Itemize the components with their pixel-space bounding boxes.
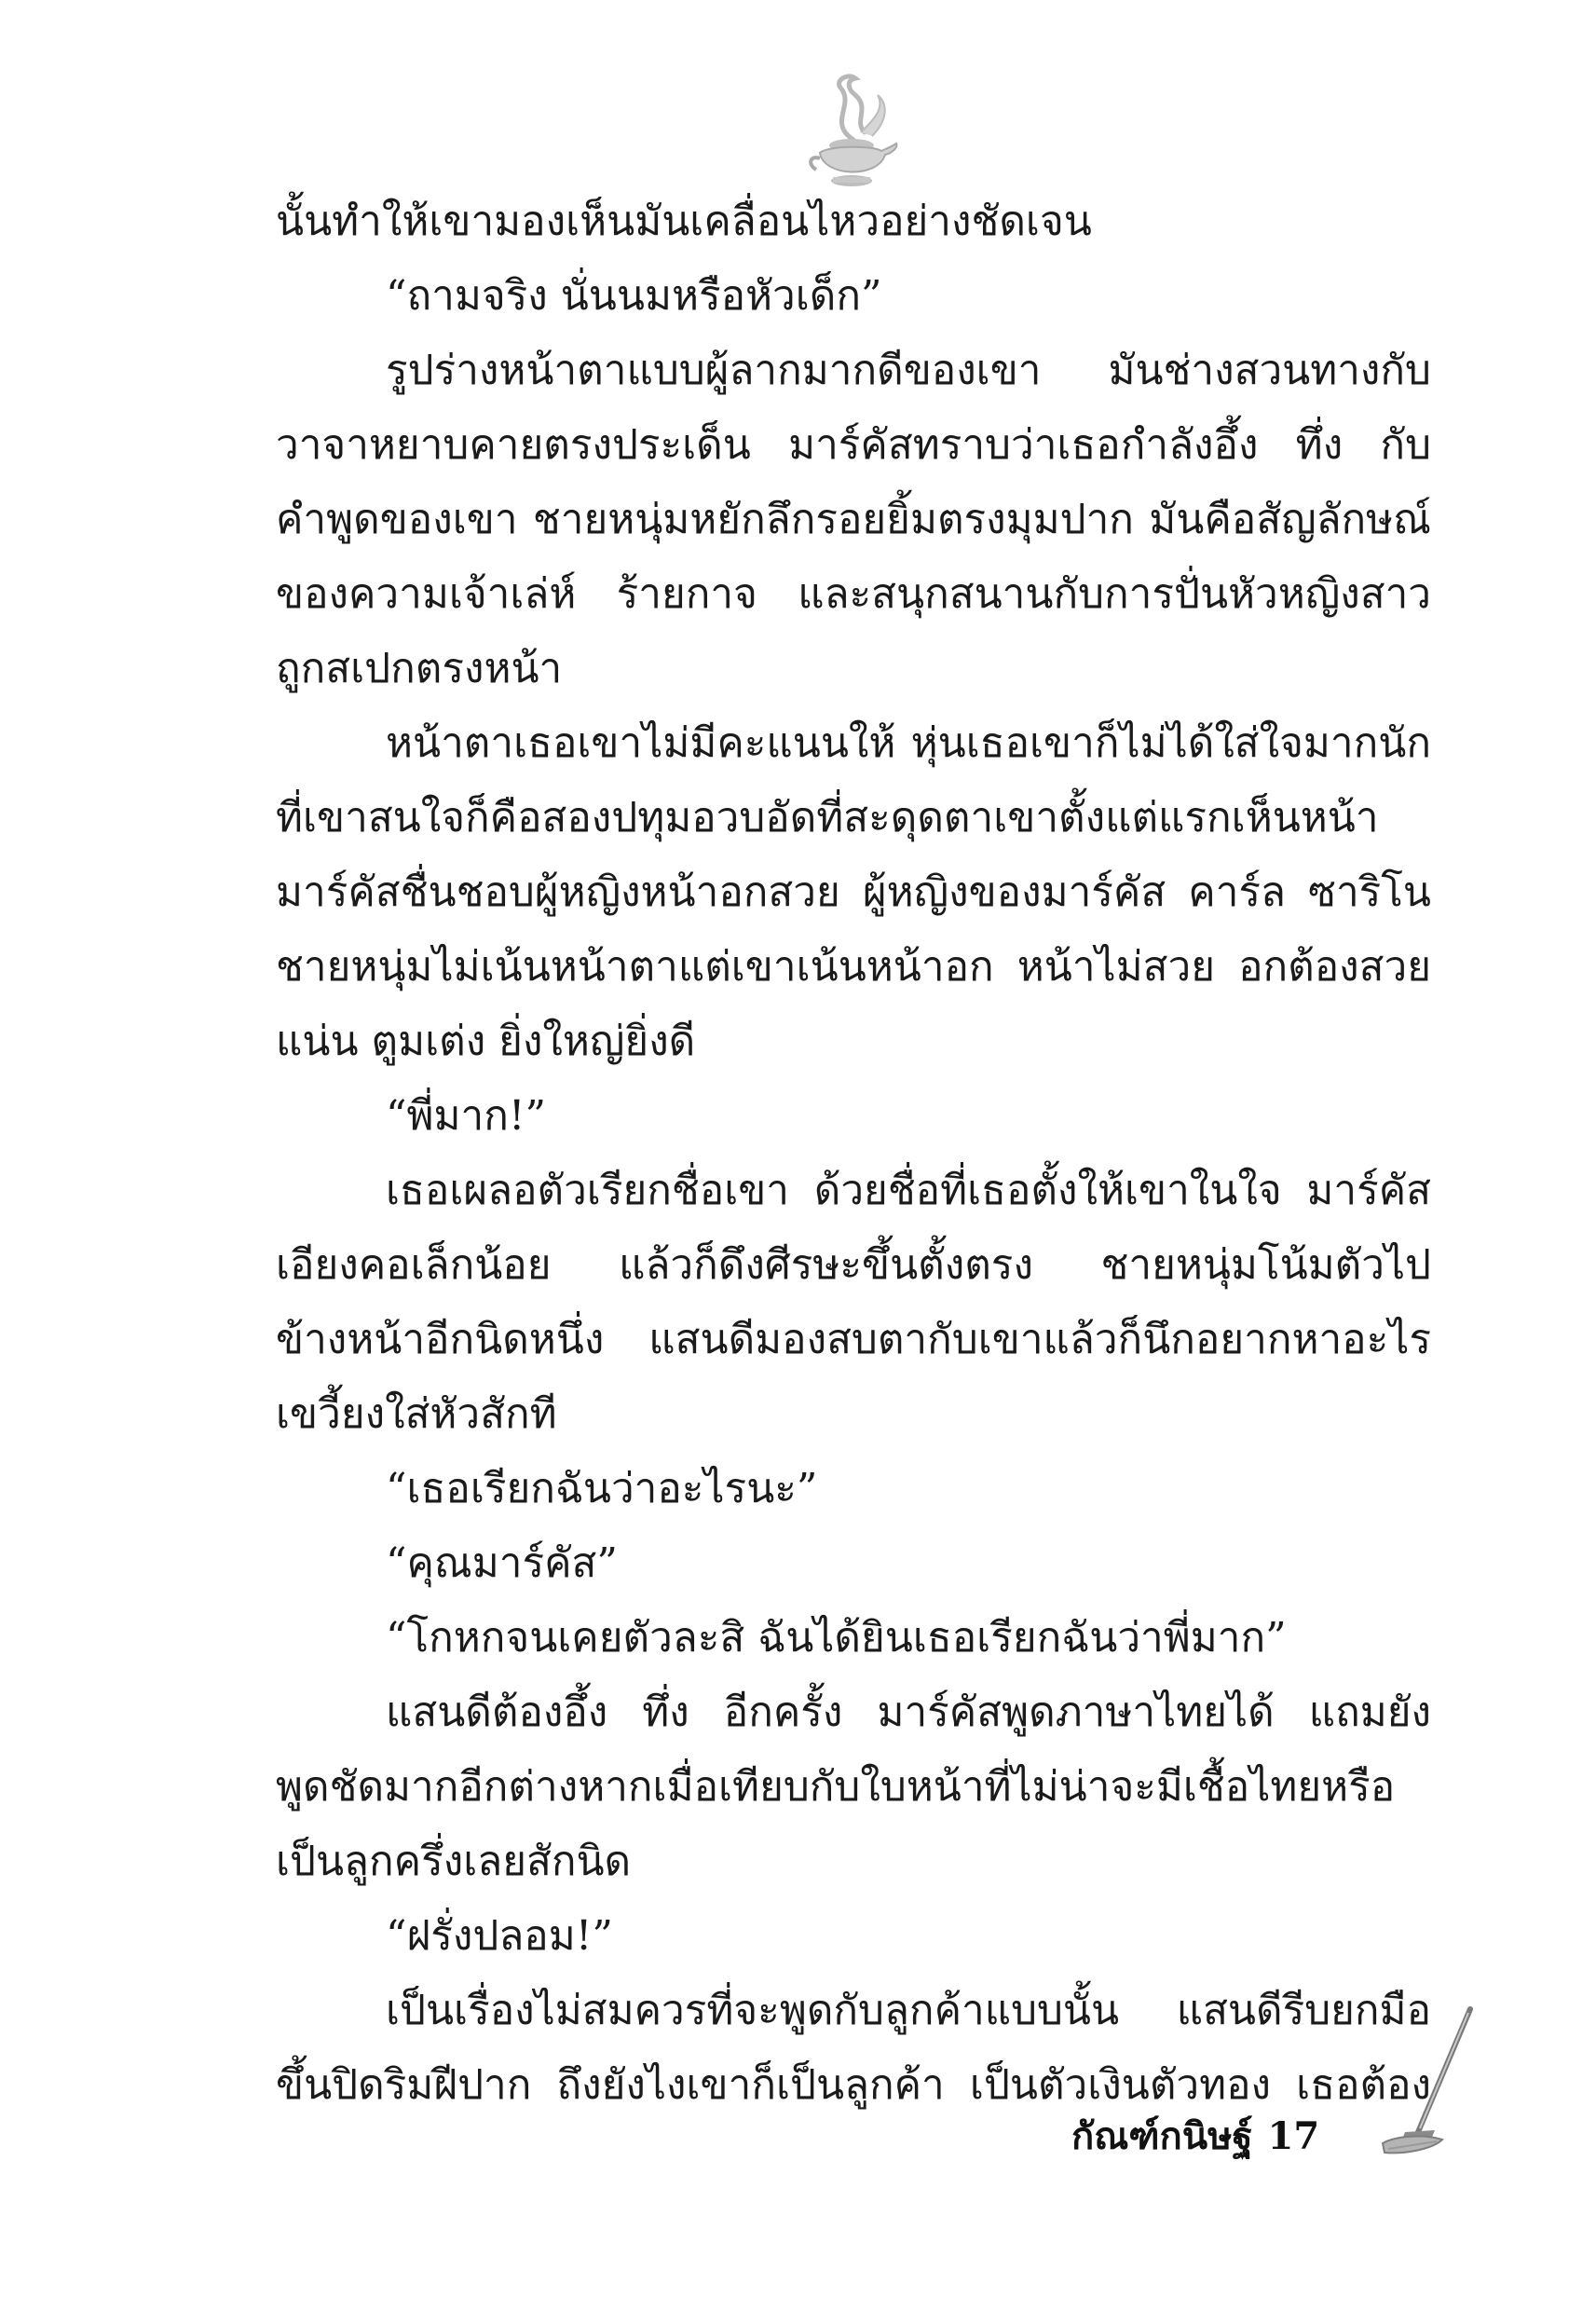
text-line: เป็นลูกครึ่งเลยสักนิด <box>276 1838 632 1885</box>
text-line: เอียงคอเล็กน้อย แล้วก็ดึงศีรษะขึ้นตั้งตรง ชายหนุ่มโน้มตัวไป <box>276 1241 1431 1289</box>
text-line: เขวี้ยงใส่หัวสักที <box>276 1390 557 1438</box>
text-line: “คุณมาร์คัส” <box>386 1539 618 1587</box>
text-line: “ฝรั่งปลอม!” <box>386 1912 613 1960</box>
mop-icon <box>1377 2003 1480 2162</box>
text-line: คำพูดของเขา ชายหนุ่มหยักลึกรอยยิ้มตรงมุมปาก มันคือสัญลักษณ์ <box>276 496 1431 543</box>
text-line: ถูกสเปกตรงหน้า <box>276 645 563 692</box>
text-line: ที่เขาสนใจก็คือสองปทุมอวบอัดที่สะดุดตาเขาตั้งแต่แรกเห็นหน้า <box>276 794 1379 841</box>
page-number: 17 <box>1267 2114 1320 2158</box>
text-line: ของความเจ้าเล่ห์ ร้ายกาจ และสนุกสนานกับการปั่นหัวหญิงสาว <box>276 570 1431 618</box>
page-footer <box>1071 2106 1319 2166</box>
book-title: กัณฑ์กนิษฐ์ <box>1071 2114 1253 2158</box>
text-line: รูปร่างหน้าตาแบบผู้ลากมากดีของเขา มันช่างสวนทางกับ <box>386 347 1431 394</box>
text-line: “พี่มาก!” <box>386 1092 547 1140</box>
text-line: เธอเผลอตัวเรียกชื่อเขา ด้วยชื่อที่เธอตั้งให้เขาในใจ มาร์คัส <box>386 1167 1431 1214</box>
text-line: เป็นเรื่องไม่สมควรที่จะพูดกับลูกค้าแบบนั้น แสนดีรีบยกมือ <box>386 1987 1431 2034</box>
body-text <box>276 185 1431 2123</box>
text-line: “โกหกจนเคยตัวละสิ ฉันได้ยินเธอเรียกฉันว่าพี่มาก” <box>386 1614 1287 1661</box>
text-line: ชายหนุ่มไม่เน้นหน้าตาแต่เขาเน้นหน้าอก หน้าไม่สวย อกต้องสวย <box>276 943 1431 991</box>
text-line: หน้าตาเธอเขาไม่มีคะแนนให้ หุ่นเธอเขาก็ไม่ได้ใส่ใจมากนัก <box>386 719 1431 767</box>
text-line: ขึ้นปิดริมฝีปาก ถึงยังไงเขาก็เป็นลูกค้า เป็นตัวเงินตัวทอง เธอต้อง <box>276 2061 1431 2109</box>
text-line: นั้นทำให้เขามองเห็นมันเคลื่อนไหวอย่างชัดเจน <box>276 198 1092 245</box>
text-line: มาร์คัสชื่นชอบผู้หญิงหน้าอกสวย ผู้หญิงของมาร์คัส คาร์ล ซาริโน <box>276 868 1431 916</box>
text-line: แน่น ตูมเต่ง ยิ่งใหญ่ยิ่งดี <box>276 1018 696 1065</box>
genie-lamp-icon <box>799 67 902 198</box>
text-line: “ถามจริง นั่นนมหรือหัวเด็ก” <box>386 272 882 320</box>
text-line: พูดชัดมากอีกต่างหากเมื่อเทียบกับใบหน้าที่ไม่น่าจะมีเชื้อไทยหรือ <box>276 1763 1396 1811</box>
text-line: แสนดีต้องอึ้ง ทึ่ง อีกครั้ง มาร์คัสพูดภาษาไทยได้ แถมยัง <box>386 1689 1431 1736</box>
text-line: ข้างหน้าอีกนิดหนึ่ง แสนดีมองสบตากับเขาแล้วก็นึกอยากหาอะไร <box>276 1316 1431 1363</box>
text-line: “เธอเรียกฉันว่าอะไรนะ” <box>386 1465 818 1512</box>
text-line: วาจาหยาบคายตรงประเด็น มาร์คัสทราบว่าเธอกำลังอึ้ง ทึ่ง กับ <box>276 421 1431 469</box>
